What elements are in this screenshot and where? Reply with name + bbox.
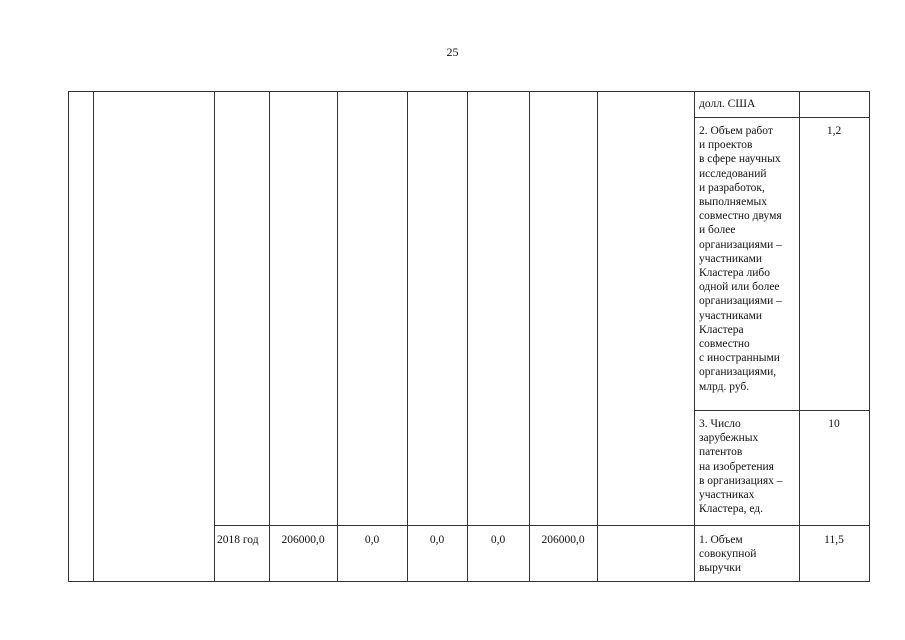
budget-table xyxy=(68,91,870,582)
table-border-left xyxy=(68,91,69,582)
indicator-1-value: 11,5 xyxy=(824,534,844,546)
value-cell: 0,0 xyxy=(364,534,380,546)
column-divider xyxy=(214,91,215,582)
column-divider xyxy=(529,91,530,582)
table-border-right xyxy=(869,91,870,582)
total-cell: 206000,0 xyxy=(281,534,325,546)
column-divider xyxy=(269,91,270,582)
row-divider xyxy=(214,525,870,526)
value-cell: 0,0 xyxy=(490,534,506,546)
indicator-3-text: 3. Число зарубежных патентов на изобретения в организациях – участниках Кластера, ед. xyxy=(699,418,783,516)
row-divider xyxy=(694,117,870,118)
value-cell: 206000,0 xyxy=(541,534,585,546)
year-cell: 2018 год xyxy=(217,534,259,546)
column-divider xyxy=(597,91,598,582)
table-border-bottom xyxy=(68,581,870,582)
indicator-3-value: 10 xyxy=(828,418,840,430)
column-divider xyxy=(407,91,408,582)
page-number: 25 xyxy=(446,45,459,59)
indicator-2-text: 2. Объем работ и проектов в сфере научных исследований и разработок, выполняемых совместно двумя и более организациями – участниками Кластера либо одной или более организациями – участниками Кластера совместно с иностранными организациями, млрд. руб. xyxy=(699,125,782,393)
value-cell: 0,0 xyxy=(429,534,445,546)
table-border-top xyxy=(68,91,870,92)
column-divider xyxy=(694,91,695,582)
row-divider xyxy=(694,410,870,411)
column-divider xyxy=(467,91,468,582)
column-divider xyxy=(337,91,338,582)
column-divider xyxy=(93,91,94,582)
indicator-unit-text: долл. США xyxy=(699,98,756,110)
column-divider xyxy=(799,91,800,582)
indicator-1-text: 1. Объем совокупной выручки xyxy=(699,534,757,575)
indicator-2-value: 1,2 xyxy=(826,125,842,137)
